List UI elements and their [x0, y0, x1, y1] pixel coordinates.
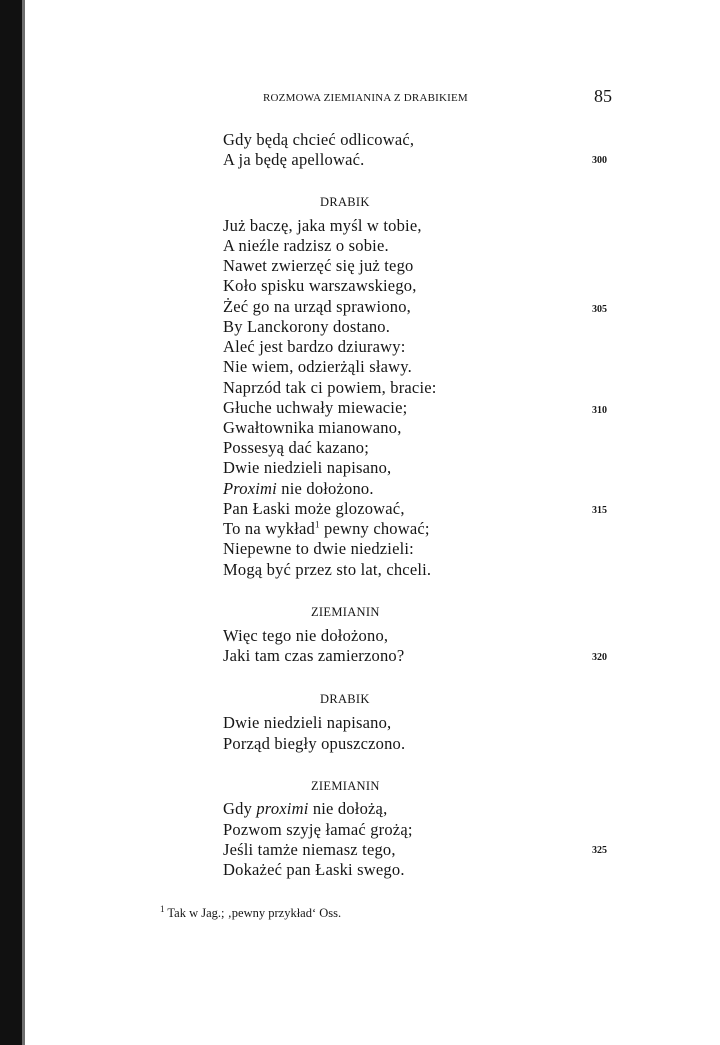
verse-line: Pan Łaski może glozować,: [223, 499, 405, 518]
speaker-name: ZIEMIANIN: [311, 779, 380, 793]
verse-line: Dwie niedzieli napisano,: [223, 713, 392, 732]
verse-line: Jaki tam czas zamierzono?: [223, 646, 405, 665]
book-spine-shadow: [0, 0, 22, 1045]
verse-line: A nieźle radzisz o sobie.: [223, 236, 389, 255]
line-number: 320: [592, 652, 607, 663]
book-spine-edge: [22, 0, 25, 1045]
verse-line: A ja będę apellować.: [223, 150, 365, 169]
verse-line: Nie wiem, odzierżąli sławy.: [223, 357, 412, 376]
line-number: 325: [592, 845, 607, 856]
verse-line-end: pewny chować;: [324, 519, 430, 538]
speaker-name: ZIEMIANIN: [311, 605, 380, 619]
line-number: 310: [592, 405, 607, 416]
verse-line: Gdy będą chcieć odlicować,: [223, 130, 415, 149]
speaker-name: DRABIK: [320, 692, 370, 706]
verse-line: Już baczę, jaka myśl w tobie,: [223, 216, 422, 235]
footnote-mark: 1: [160, 904, 165, 914]
verse-line: Więc tego nie dołożono,: [223, 626, 389, 645]
footnote: [160, 904, 341, 921]
verse-line: Żeć go na urząd sprawiono,: [223, 297, 412, 316]
verse-line: Possesyą dać kazano;: [223, 438, 370, 457]
verse-line: Dokażeć pan Łaski swego.: [223, 860, 405, 879]
italic-latin-term: Proximi: [223, 479, 277, 498]
verse-line-rest: nie dołożono.: [281, 479, 374, 498]
verse-line: Dwie niedzieli napisano,: [223, 458, 392, 477]
verse-line-start: Gdy: [223, 799, 253, 818]
verse-line: Nawet zwierzęć się już tego: [223, 256, 414, 275]
verse-line: Głuche uchwały miewacie;: [223, 398, 408, 417]
page-number: 85: [594, 86, 612, 106]
verse-line: Gwałtownika mianowano,: [223, 418, 402, 437]
verse-line-start: To na wykład: [223, 519, 315, 538]
verse-line: [223, 479, 374, 499]
verse-line: [223, 799, 387, 819]
verse-line: [223, 519, 430, 539]
verse-line: Naprzód tak ci powiem, bracie:: [223, 378, 437, 397]
verse-line: Koło spisku warszawskiego,: [223, 276, 417, 295]
running-title: ROZMOWA ZIEMIANINA Z DRABIKIEM: [263, 92, 468, 104]
speaker-name: DRABIK: [320, 195, 370, 209]
verse-line: Niepewne to dwie niedzieli:: [223, 539, 414, 558]
verse-line: Jeśli tamże niemasz tego,: [223, 840, 396, 859]
verse-line: Porząd biegły opuszczono.: [223, 734, 406, 753]
italic-latin-term: proximi: [256, 799, 309, 818]
verse-line-end: nie dołożą,: [312, 799, 388, 818]
line-number: 315: [592, 505, 607, 516]
verse-line: Pozwom szyję łamać grożą;: [223, 820, 413, 839]
line-number: 305: [592, 304, 607, 315]
line-number: 300: [592, 155, 607, 166]
verse-line: By Lanckorony dostano.: [223, 317, 391, 336]
verse-line: Mogą być przez sto lat, chceli.: [223, 560, 432, 579]
footnote-reference: 1: [314, 519, 320, 530]
verse-line: Aleć jest bardzo dziurawy:: [223, 337, 406, 356]
footnote-text: Tak w Jag.; ‚pewny przykład‘ Oss.: [167, 906, 342, 921]
